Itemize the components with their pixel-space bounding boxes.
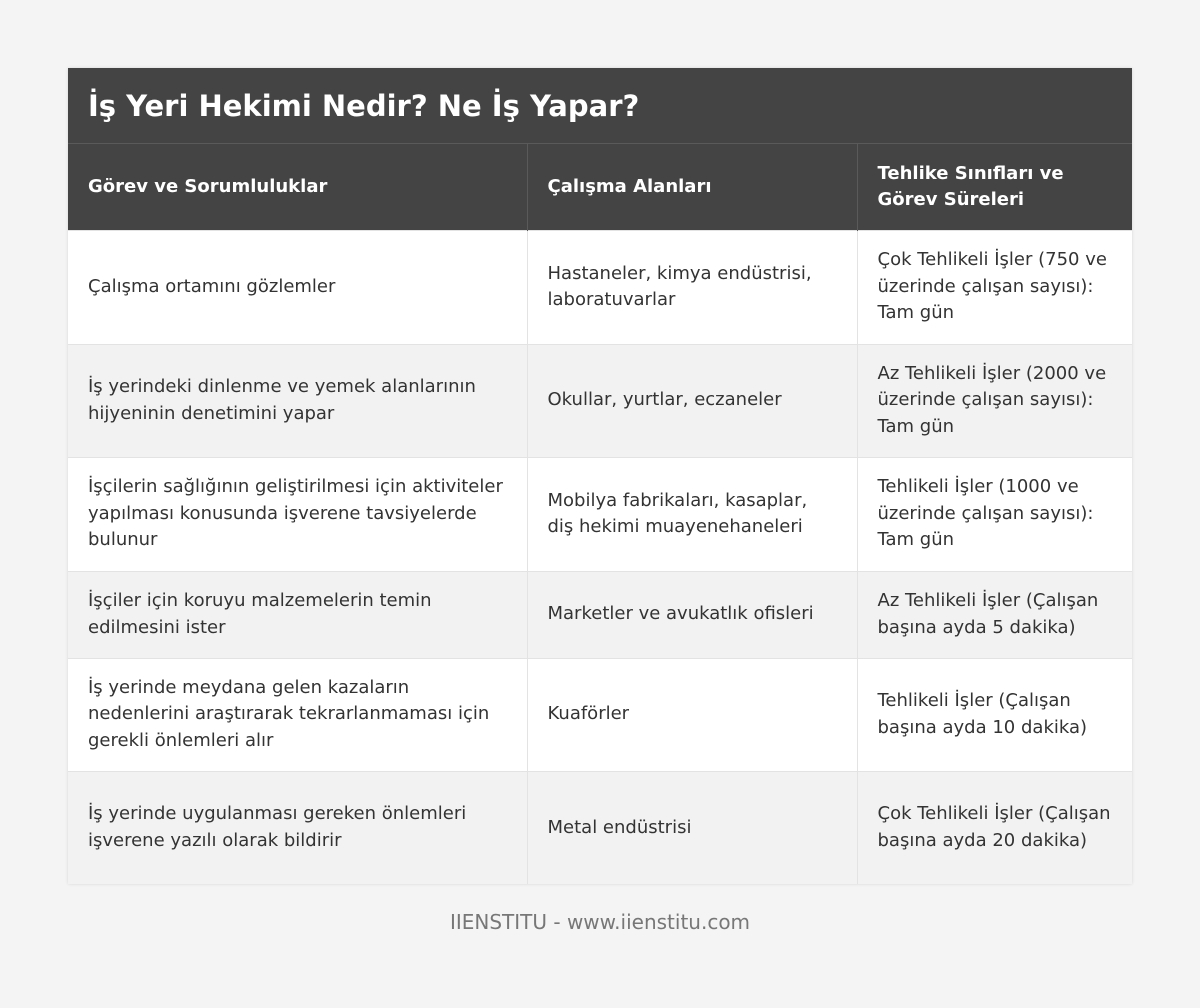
table-row (68, 658, 1132, 771)
cell-duty: İş yerinde meydana gelen kazaların nedenlerini araştırarak tekrarlanmaması için gerekli önlemleri alır (68, 658, 527, 771)
info-table-card (68, 68, 1132, 884)
footer-credit: IIENSTITU - www.iienstitu.com (449, 910, 751, 934)
cell-work-area: Mobilya fabrikaları, kasaplar, diş hekimi muayenehaneleri (527, 457, 857, 571)
table-row (68, 230, 1132, 344)
column-header-duties: Görev ve Sorumluluklar (68, 144, 527, 230)
column-header-hazard-classes: Tehlike Sınıfları ve Görev Süreleri (857, 144, 1132, 230)
table-row (68, 457, 1132, 571)
cell-hazard-class: Tehlikeli İşler (1000 ve üzerinde çalışan sayısı): Tam gün (857, 457, 1132, 571)
table-row (68, 344, 1132, 457)
cell-work-area: Kuaförler (527, 658, 857, 771)
column-header-work-areas: Çalışma Alanları (527, 144, 857, 230)
table-row (68, 571, 1132, 658)
cell-duty: İş yerinde uygulanması gereken önlemleri işverene yazılı olarak bildirir (68, 771, 527, 884)
cell-work-area: Hastaneler, kimya endüstrisi, laboratuvarlar (527, 230, 857, 344)
table-title: İş Yeri Hekimi Nedir? Ne İş Yapar? (68, 68, 1132, 144)
cell-hazard-class: Tehlikeli İşler (Çalışan başına ayda 10 dakika) (857, 658, 1132, 771)
cell-duty: Çalışma ortamını gözlemler (68, 230, 527, 344)
table-row (68, 771, 1132, 884)
cell-hazard-class: Az Tehlikeli İşler (Çalışan başına ayda 5 dakika) (857, 571, 1132, 658)
cell-hazard-class: Çok Tehlikeli İşler (Çalışan başına ayda 20 dakika) (857, 771, 1132, 884)
cell-duty: İş yerindeki dinlenme ve yemek alanlarının hijyeninin denetimini yapar (68, 344, 527, 457)
cell-duty: İşçilerin sağlığının geliştirilmesi için aktiviteler yapılması konusunda işverene tavsiyelerde bulunur (68, 457, 527, 571)
header-row (68, 144, 1132, 230)
cell-work-area: Okullar, yurtlar, eczaneler (527, 344, 857, 457)
cell-hazard-class: Az Tehlikeli İşler (2000 ve üzerinde çalışan sayısı): Tam gün (857, 344, 1132, 457)
info-table (68, 144, 1132, 884)
cell-duty: İşçiler için koruyu malzemelerin temin edilmesini ister (68, 571, 527, 658)
cell-work-area: Marketler ve avukatlık ofisleri (527, 571, 857, 658)
cell-hazard-class: Çok Tehlikeli İşler (750 ve üzerinde çalışan sayısı): Tam gün (857, 230, 1132, 344)
cell-work-area: Metal endüstrisi (527, 771, 857, 884)
